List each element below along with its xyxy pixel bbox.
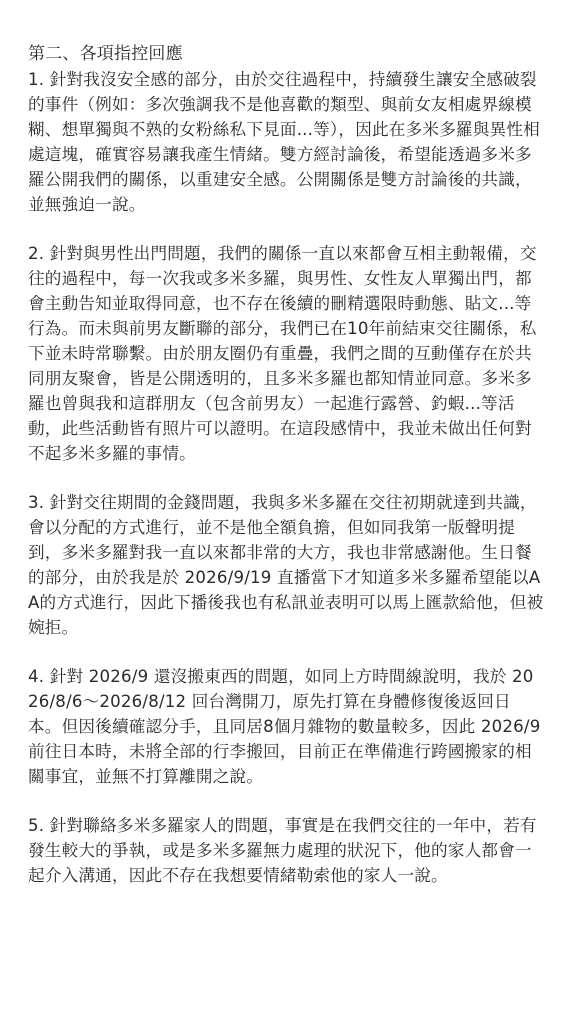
response-item-4 bbox=[28, 664, 544, 789]
response-paragraph: 3. 針對交往期間的金錢問題，我與多米多羅在交往初期就達到共識，會以分配的方式進行，並不是他全額負擔，但如同我第一版聲明提到，多米多羅對我一直以來都非常的大方，我也非常感謝他。生日餐的部分，由於我是於 2026/9/19 直播當下才知道多米多羅希望能以AA的方式進行，因此下播後我也有私訊並表明可以馬上匯款給他，但被婉拒。 bbox=[28, 493, 544, 637]
response-item-2 bbox=[28, 241, 544, 466]
response-item-3 bbox=[28, 490, 544, 640]
response-paragraph: 1. 針對我沒安全感的部分，由於交往過程中，持續發生讓安全感破裂的事件（例如：多次強調我不是他喜歡的類型、與前女友相處界線模糊、想單獨與不熟的女粉絲私下見面...等），因此在多米多羅與異性相處這塊，確實容易讓我產生情緒。雙方經討論後，希望能透過多米多羅公開我們的關係，以重建安全感。公開關係是雙方討論後的共識，並無強迫一說。 bbox=[28, 70, 540, 214]
response-item-5 bbox=[28, 813, 544, 888]
response-item-1 bbox=[28, 67, 544, 217]
response-paragraph: 2. 針對與男性出門問題，我們的關係一直以來都會互相主動報備，交往的過程中，每一次我或多米多羅，與男性、女性友人單獨出門，都會主動告知並取得同意，也不存在後續的刪精選限時動態、貼文...等行為。而未與前男友斷聯的部分，我們已在10年前結束交往關係，私下並未時常聯繫。由於朋友圈仍有重疊，我們之間的互動僅存在於共同朋友聚會，皆是公開透明的，且多米多羅也都知情並同意。多米多羅也曾與我和這群朋友（包含前男友）一起進行露營、釣蝦...等活動，此些活動皆有照片可以證明。在這段感情中，我並未做出任何對不起多米多羅的事情。 bbox=[28, 244, 537, 463]
response-paragraph: 5. 針對聯絡多米多羅家人的問題，事實是在我們交往的一年中，若有發生較大的爭執，或是多米多羅無力處理的狀況下，他的家人都會一起介入溝通，因此不存在我想要情緒勒索他的家人一說。 bbox=[28, 816, 537, 885]
section-heading: 第二、各項指控回應 bbox=[28, 44, 183, 64]
response-paragraph: 4. 針對 2026/9 還沒搬東西的問題，如同上方時間線說明，我於 2026/8/6～2026/8/12 回台灣開刀，原先打算在身體修復後返回日本。但因後續確認分手，且同居8個月雜物的數量較多，因此 2026/9 前往日本時，未將全部的行李搬回，目前正在準備進行跨國搬家的相關事宜，並無不打算離開之說。 bbox=[28, 667, 541, 786]
